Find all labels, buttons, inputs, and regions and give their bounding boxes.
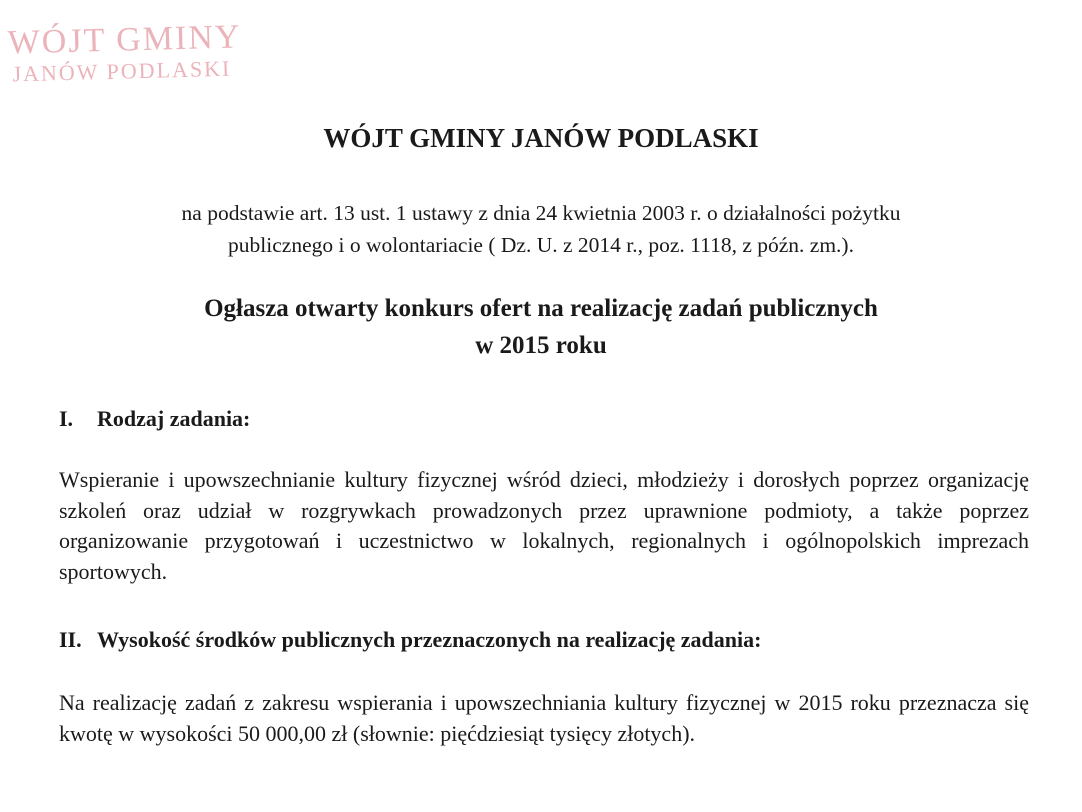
section-body-funding: Na realizację zadań z zakresu wspierania i upowszechniania kultury fizycznej w 2015 roku przeznacza się kwotę w wysokości 50 000,00 zł (słownie: pięćdziesiąt tysięcy złotych). bbox=[59, 690, 1029, 746]
document-title: WÓJT GMINY JANÓW PODLASKI bbox=[323, 123, 759, 153]
stamp-line-2: JANÓW PODLASKI bbox=[12, 55, 232, 87]
section-number: II. bbox=[59, 627, 82, 652]
section-body-task-type: Wspieranie i upowszechnianie kultury fizycznej wśród dzieci, młodzieży i dorosłych poprzez organizację szkoleń oraz udział w rozgrywkach prowadzonych przez uprawnione podmioty, a także poprzez organizowanie przygotowań i uczestnictwo w lokalnych, regionalnych i ogólnopolskich imprezach sportowych. bbox=[59, 467, 1029, 584]
section-number: I. bbox=[59, 406, 74, 431]
legal-basis bbox=[60, 197, 1022, 261]
announcement-line-2: w 2015 roku bbox=[475, 332, 607, 359]
section-heading-task-type bbox=[59, 405, 250, 433]
stamp-line-1: WÓJT GMINY bbox=[7, 18, 242, 62]
announcement-line-1: Ogłasza otwarty konkurs ofert na realizację zadań publicznych bbox=[204, 295, 878, 322]
announcement-heading bbox=[40, 290, 1042, 364]
legal-basis-line-2: publicznego i o wolontariacie ( Dz. U. z 2014 r., poz. 1118, z późn. zm.). bbox=[228, 233, 854, 257]
official-stamp bbox=[7, 18, 279, 87]
section-title: Rodzaj zadania: bbox=[97, 406, 251, 431]
section-title: Wysokość środków publicznych przeznaczonych na realizację zadania: bbox=[97, 627, 762, 652]
section-heading-funding bbox=[59, 626, 761, 654]
legal-basis-line-1: na podstawie art. 13 ust. 1 ustawy z dnia 24 kwietnia 2003 r. o działalności pożytku bbox=[181, 201, 901, 225]
